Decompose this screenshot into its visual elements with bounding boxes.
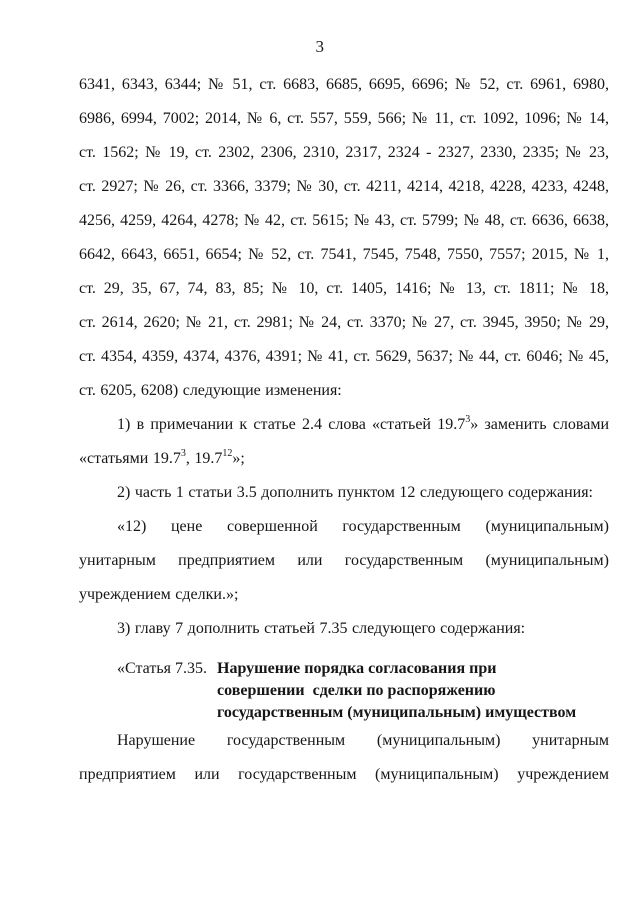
article-7-35-body-paragraph bbox=[79, 724, 609, 792]
text-line: 3) главу 7 дополнить статьей 7.35 следующего содержания: bbox=[117, 620, 526, 637]
superscript: 12 bbox=[222, 448, 233, 459]
document-body bbox=[79, 68, 609, 792]
text-line: ст. 2927; № 26, ст. 3366, 3379; № 30, ст. 4211, 4214, 4218, 4228, 4233, 4248, bbox=[79, 178, 609, 195]
article-title bbox=[217, 658, 609, 724]
text-line: унитарным предприятием или государственным (муниципальным) bbox=[79, 552, 609, 569]
article-title-line: совершении сделки по распоряжению bbox=[217, 682, 496, 699]
text-line: ст. 6205, 6208) следующие изменения: bbox=[79, 382, 342, 399]
text-line: 6986, 6994, 7002; 2014, № 6, ст. 557, 559, 566; № 11, ст. 1092, 1096; № 14, bbox=[79, 110, 609, 127]
article-title-line: государственным (муниципальным) имуществом bbox=[217, 704, 577, 721]
amendment-item-1 bbox=[79, 408, 609, 476]
amendment-item-2 bbox=[79, 476, 609, 510]
text-line: учреждением сделки.»; bbox=[79, 586, 239, 603]
text-line: Нарушение государственным (муниципальным) унитарным bbox=[117, 732, 609, 749]
text-line: 2) часть 1 статьи 3.5 дополнить пунктом 12 следующего содержания: bbox=[117, 484, 593, 501]
source-citation-paragraph bbox=[79, 68, 609, 408]
text-line: ст. 1562; № 19, ст. 2302, 2306, 2310, 2317, 2324 - 2327, 2330, 2335; № 23, bbox=[79, 144, 609, 161]
text-line: 6341, 6343, 6344; № 51, ст. 6683, 6685, 6695, 6696; № 52, ст. 6961, 6980, bbox=[79, 76, 609, 93]
article-title-line: Нарушение порядка согласования при bbox=[217, 660, 497, 677]
inserted-clause-12 bbox=[79, 510, 609, 612]
text-line: «статьями 19.7$^3$, 19.7$^{12}$»; bbox=[79, 448, 245, 467]
text-line: «12) цене совершенной государственным (муниципальным) bbox=[117, 518, 609, 535]
superscript: 3 bbox=[465, 414, 471, 425]
page-number: 3 bbox=[315, 37, 325, 56]
text-line: ст. 29, 35, 67, 74, 83, 85; № 10, ст. 1405, 1416; № 13, ст. 1811; № 18, bbox=[79, 280, 609, 297]
text-line: ст. 2614, 2620; № 21, ст. 2981; № 24, ст. 3370; № 27, ст. 3945, 3950; № 29, bbox=[79, 314, 609, 331]
amendment-item-3 bbox=[79, 612, 609, 646]
text-line: 4256, 4259, 4264, 4278; № 42, ст. 5615; № 43, ст. 5799; № 48, ст. 6636, 6638, bbox=[79, 212, 609, 229]
article-number-label: «Статья 7.35. bbox=[117, 660, 207, 677]
text-line: ст. 4354, 4359, 4374, 4376, 4391; № 41, ст. 5629, 5637; № 44, ст. 6046; № 45, bbox=[79, 348, 609, 365]
article-7-35-heading bbox=[79, 658, 609, 724]
text-line: 6642, 6643, 6651, 6654; № 52, ст. 7541, 7545, 7548, 7550, 7557; 2015, № 1, bbox=[79, 246, 609, 263]
superscript: 3 bbox=[180, 448, 186, 459]
text-line: предприятием или государственным (муниципальным) учреждением bbox=[79, 766, 609, 783]
text-line: 1) в примечании к статье 2.4 слова «статьей 19.7$^3$» заменить словами bbox=[117, 414, 610, 433]
